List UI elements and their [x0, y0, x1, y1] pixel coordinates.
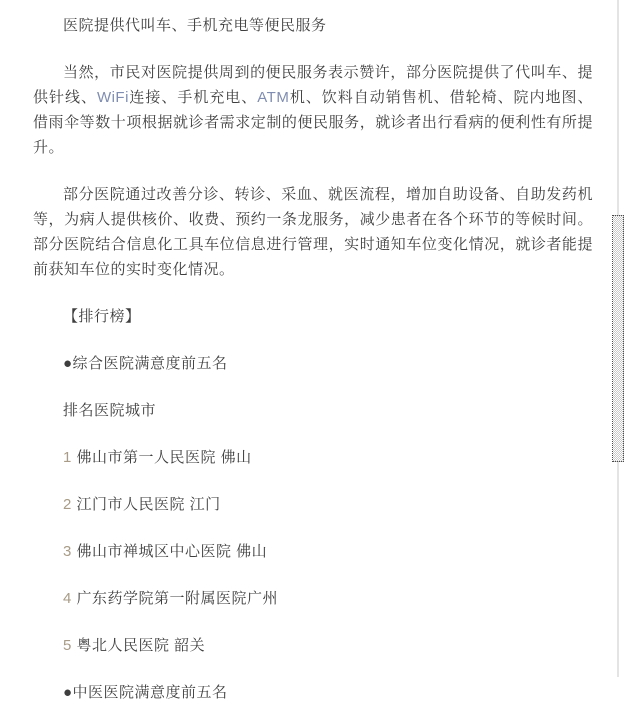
text-segment: 连接、手机充电、 — [128, 89, 258, 106]
bullet-general-hospital-top5 — [33, 351, 593, 376]
paragraph-convenience-services — [33, 60, 593, 160]
text-segment: 【排行榜】 — [63, 308, 141, 325]
text-segment: 排名医院城市 — [63, 402, 157, 419]
rank-number: 3 — [63, 543, 77, 560]
article-body — [33, 60, 593, 705]
text-segment: ●综合医院满意度前五名 — [63, 355, 228, 372]
rank-number: 2 — [63, 496, 77, 513]
text-segment: 佛山市禅城区中心医院 佛山 — [76, 543, 268, 560]
section-header-ranking — [33, 304, 593, 329]
text-segment: 部分医院通过改善分诊、转诊、采血、就医流程，增加自助设备、自助发药机等，为病人提供核价、收费、预约一条龙服务，减少患者在各个环节的等候时间。部分医院结合信息化工具车位信息进行管理，实时通知车位变化情况，就诊者能提前获知车位的实时变化情况。 — [33, 186, 593, 278]
rank-number: 5 — [63, 637, 77, 654]
ranking-row-2 — [33, 492, 593, 517]
ranking-column-header — [33, 398, 593, 423]
rank-number: 1 — [63, 449, 77, 466]
text-segment: 广东药学院第一附属医院广州 — [76, 590, 279, 607]
text-segment: 佛山市第一人民医院 佛山 — [76, 449, 252, 466]
latin-accent-text: ATM — [257, 89, 290, 106]
ranking-row-1 — [33, 445, 593, 470]
text-segment: 江门市人民医院 江门 — [76, 496, 221, 513]
ranking-row-4 — [33, 586, 593, 611]
paragraph-process-improvement — [33, 182, 593, 282]
ranking-row-5 — [33, 633, 593, 658]
latin-accent-text: WiFi — [96, 89, 129, 106]
bullet-tcm-hospital-top5 — [33, 680, 593, 705]
text-segment: 机、饮料自动销售机、借轮椅、院内地图、借雨伞等数十项根据就诊者需求定制的便民服务，就诊者出行看病的便利性有所提升。 — [33, 89, 593, 156]
article-title: 医院提供代叫车、手机充电等便民服务 — [63, 17, 327, 34]
text-segment: 粤北人民医院 韶关 — [76, 637, 206, 654]
ranking-row-3 — [33, 539, 593, 564]
text-segment: 当然，市民对医院提供周到的便民服务表示赞许，部分医院提供了代叫车、提供针线、 — [33, 64, 593, 106]
scrollbar-thumb[interactable] — [612, 215, 624, 462]
text-segment: ●中医医院满意度前五名 — [63, 684, 228, 701]
rank-number: 4 — [63, 590, 77, 607]
